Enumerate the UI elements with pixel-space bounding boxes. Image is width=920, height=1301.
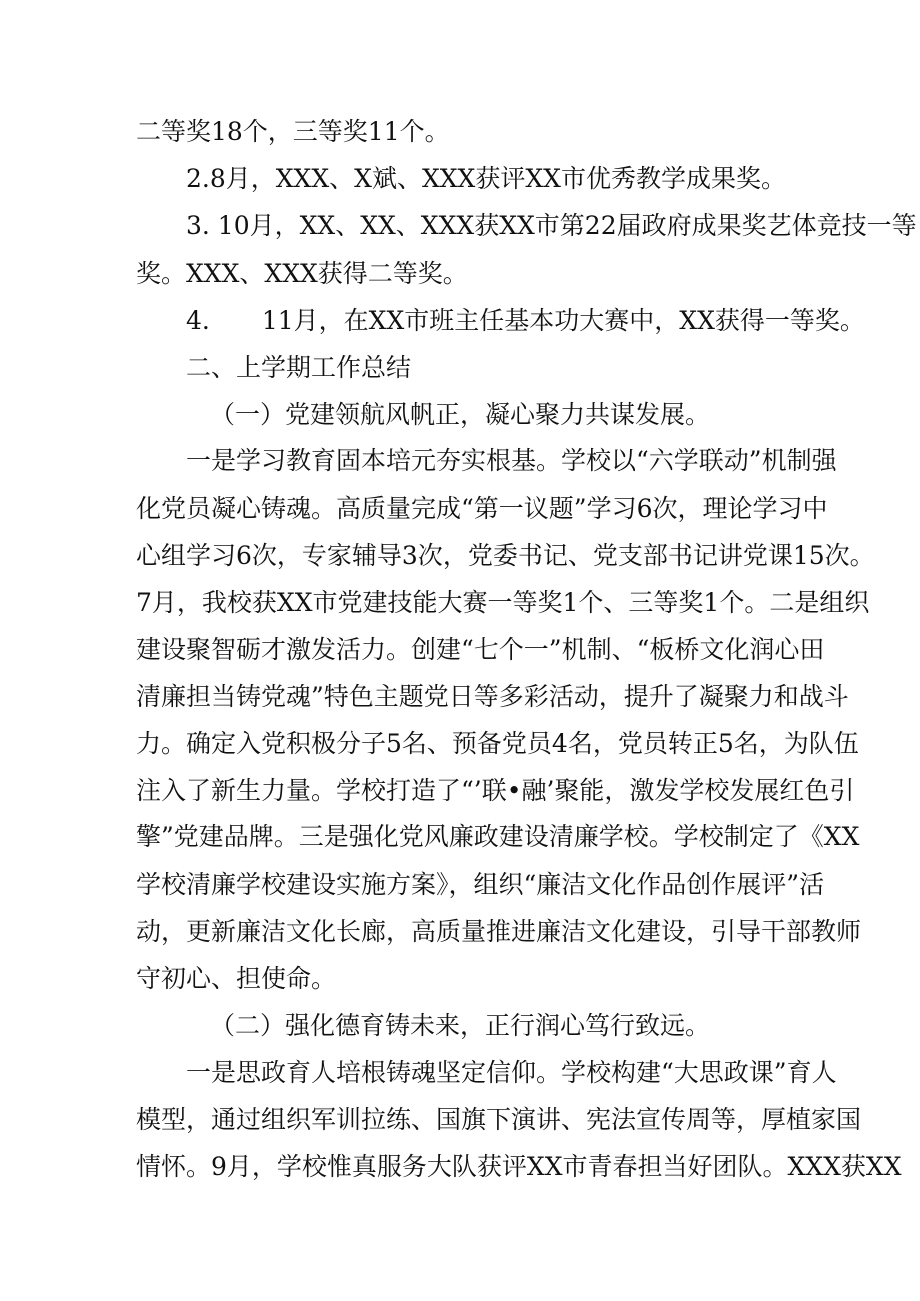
text-line: 7月，我校获XX市党建技能大赛一等奖1个、三等奖1个。二是组织 bbox=[136, 588, 870, 617]
section-heading: 二、上学期工作总结 bbox=[186, 353, 412, 382]
subsection-heading: （二）强化德育铸未来，正行润心笃行致远。 bbox=[210, 1011, 711, 1040]
list-text: 11月，在XX市班主任基本功大赛中，XX获得一等奖。 bbox=[261, 306, 865, 335]
text-line: 清廉担当铸党魂”特色主题党日等多彩活动，提升了凝聚力和战斗 bbox=[136, 682, 849, 711]
text-line: 动，更新廉洁文化长廊，高质量推进廉洁文化建设，引导干部教师 bbox=[136, 917, 862, 946]
text-line: 建设聚智砺才激发活力。创建“七个一”机制、“板桥文化润心田 bbox=[136, 635, 825, 664]
text-line: 化党员凝心铸魂。高质量完成“第一议题”学习6次，理论学习中 bbox=[136, 494, 828, 523]
text-line: 模型，通过组织军训拉练、国旗下演讲、宪法宣传周等，厚植家国 bbox=[136, 1105, 862, 1134]
text-line: 二等奖18个，三等奖11个。 bbox=[136, 117, 450, 146]
text-line: 注入了新生力量。学校打造了“’联•融’聚能，激发学校发展红色引 bbox=[136, 776, 855, 805]
text-line: 心组学习6次，专家辅导3次，党委书记、党支部书记讲党课15次。 bbox=[136, 541, 875, 570]
text-line: 擎”党建品牌。三是强化党风廉政建设清廉学校。学校制定了《XX bbox=[136, 822, 860, 851]
text-line: 一是学习教育固本培元夯实根基。学校以“六学联动”机制强 bbox=[186, 446, 837, 475]
text-line: 情怀。9月，学校惟真服务大队获评XX市青春担当好团队。XXX获XX bbox=[136, 1152, 902, 1181]
text-line: 3. 10月，XX、XX、XXX获XX市第22届政府成果奖艺体竞技一等 bbox=[186, 211, 917, 240]
text-line: 守初心、担使命。 bbox=[136, 964, 337, 993]
text-line: 力。确定入党积极分子5名、预备党员4名，党员转正5名，为队伍 bbox=[136, 729, 859, 758]
subsection-heading: （一）党建领航风帆正，凝心聚力共谋发展。 bbox=[210, 400, 711, 429]
list-number: 4. bbox=[186, 306, 210, 335]
text-line: 学校清廉学校建设实施方案》，组织“廉洁文化作品创作展评”活 bbox=[136, 870, 825, 899]
list-item bbox=[186, 306, 865, 336]
text-line: 2.8月，XXX、X斌、XXX获评XX市优秀教学成果奖。 bbox=[186, 164, 786, 193]
text-line: 一是思政育人培根铸魂坚定信仰。学校构建“大思政课”育人 bbox=[186, 1058, 837, 1087]
text-line: 奖。XXX、XXX获得二等奖。 bbox=[136, 259, 468, 288]
